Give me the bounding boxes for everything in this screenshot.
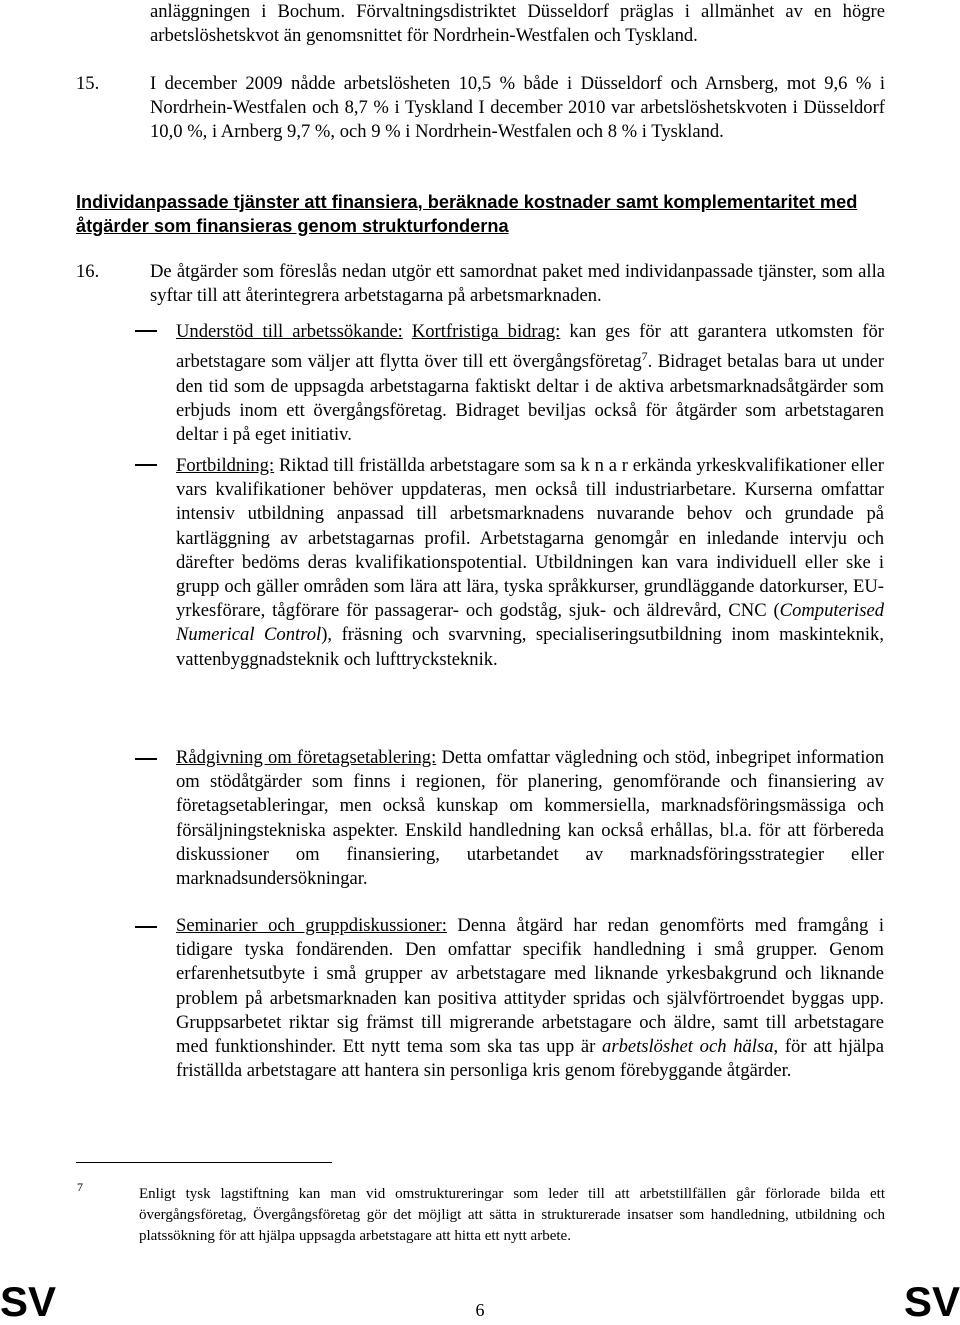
item-text: Riktad till friställda arbetstagare som sa k n a r erkända yrkeskvalifikationer eller vars kvalifikationer behöver uppdateras, men också till industriarbetare. Kurserna omfattar intensiv utbildning anpassad till arbetsmarknadens nuvarande behov och grundade på kartläggning av arbetstagarnas profil. Arbetstagarna genomgår en inledande intervju och därefter bedöms deras kvalifikationspotential. Utbildningen kan vara individuell eller ske i grupp och gäller områden som lära att lära, tyska språkkurser, grundläggande datorkurser, EU-yrkesförare, tågförare för passagerar- och godståg, sjuk- och äldrevård, CNC ( xyxy=(176,455,885,622)
language-code-left: SV xyxy=(0,1278,57,1325)
paragraph-number-16: 16. xyxy=(76,261,100,282)
page-number: 6 xyxy=(475,1300,485,1320)
section-heading: Individanpassade tjänster att finansiera, beräknade kostnader samt komplementaritet med åtgärder som finansieras genom strukturfonderna xyxy=(76,192,858,236)
list-item-training xyxy=(176,454,884,672)
item-text-continued: ), fräsning och svarvning, specialiseringsutbildning inom maskinteknik, vattenbyggnadsteknik och lufttrycksteknik. xyxy=(176,624,884,670)
paragraph-15: I december 2009 nådde arbetslösheten 10,5 % både i Düsseldorf och Arnsberg, mot 9,6 % i Nordrhein-Westfalen och 8,7 % i Tyskland I december 2010 var arbetslöshetskvoten i Düsseldorf 10,0 %, i Arnberg 9,7 %, och 9 % i Nordrhein-Westfalen och 8 % i Tyskland. xyxy=(150,73,885,143)
dash-bullet xyxy=(135,464,157,466)
item-title: Fortbildning: xyxy=(176,455,275,476)
list-item-startup-advice xyxy=(176,746,884,891)
footnote-mark: 7 xyxy=(77,1180,83,1194)
item-text: Detta omfattar vägledning och stöd, inbegripet information om stödåtgärder som finns i regionen, för planering, genomförande och finansiering av företagsetableringar, men också kunskap om kommersiella, marknadsföringsmässiga och försäljningstekniska aspekter. Enskild handledning kan också erhållas, bl.a. för att förbereda diskussioner om finansiering, utarbetandet av marknadsföringsstrategier eller marknadsundersökningar. xyxy=(176,747,884,890)
item-subtitle: Kortfristiga bidrag: xyxy=(411,321,561,342)
item-text-continued: , för att hjälpa friställda arbetstagare att hantera sin personliga kris genom förebyggande åtgärder. xyxy=(176,1036,884,1082)
item-italic-text: Computerised Numerical Control xyxy=(176,600,884,646)
item-text: kan ges för att garantera utkomsten för arbetstagare som väljer att flytta över till ett övergångsföretag xyxy=(176,321,884,373)
item-text: Denna åtgärd har redan genomförts med framgång i tidigare tyska fondärenden. Den omfattar specifik handledning i små grupper. Genom erfarenhetsutbyte i små grupper av arbetstagare med liknande yrkesbakgrund och liknande problem på arbetsmarknaden kan positiva attityder spridas och självförtroendet byggas upp. Gruppsarbetet riktar sig främst till migrerande arbetstagare och äldre, samt till arbetstagare med funktionshinder. Ett nytt tema som ska tas upp är xyxy=(176,915,884,1058)
paragraph-16: De åtgärder som föreslås nedan utgör ett samordnat paket med individanpassade tjänster, som alla syftar till att återintegrera arbetstagarna på arbetsmarknaden. xyxy=(150,261,885,307)
paragraph-number-15: 15. xyxy=(76,73,100,94)
item-title: Seminarier och gruppdiskussioner: xyxy=(176,915,447,936)
item-text-continued: . Bidraget betalas bara ut under den tid som de uppsagda arbetstagarna faktiskt deltar i de aktiva arbetsmarknadsåtgärder som erbjuds inom ett övergångsföretag. Bidraget beviljas också för åtgärder som arbetstagaren deltar i på eget initiativ. xyxy=(176,351,884,445)
item-italic-text: arbetslöshet och hälsa xyxy=(602,1036,774,1058)
footnote-text: Enligt tysk lagstiftning kan man vid omstruktureringar som leder till att arbetstillfällen går förlorade bilda ett övergångsföretag, Övergångsföretag gör det möjligt att sätta in strukturerade insatser som handledning, utbildning och platssökning för att hjälpa uppsagda arbetstagare att hitta ett nytt arbete. xyxy=(139,1186,885,1244)
language-code-right: SV xyxy=(903,1278,960,1325)
footnote-separator xyxy=(76,1162,332,1163)
list-item-support xyxy=(176,320,884,447)
item-title: Rådgivning om företagsetablering: xyxy=(176,747,437,768)
footnote-reference[interactable]: 7 xyxy=(641,349,648,364)
dash-bullet xyxy=(135,926,157,928)
list-item-seminars xyxy=(176,914,884,1083)
paragraph-continuation: anläggningen i Bochum. Förvaltningsdistriktet Düsseldorf präglas i allmänhet av en högre arbetslöshetskvot än genomsnittet för Nordrhein-Westfalen och Tyskland. xyxy=(150,1,885,47)
dash-bullet xyxy=(135,330,157,332)
dash-bullet xyxy=(135,758,157,760)
item-title: Understöd till arbetssökande: xyxy=(176,321,403,342)
